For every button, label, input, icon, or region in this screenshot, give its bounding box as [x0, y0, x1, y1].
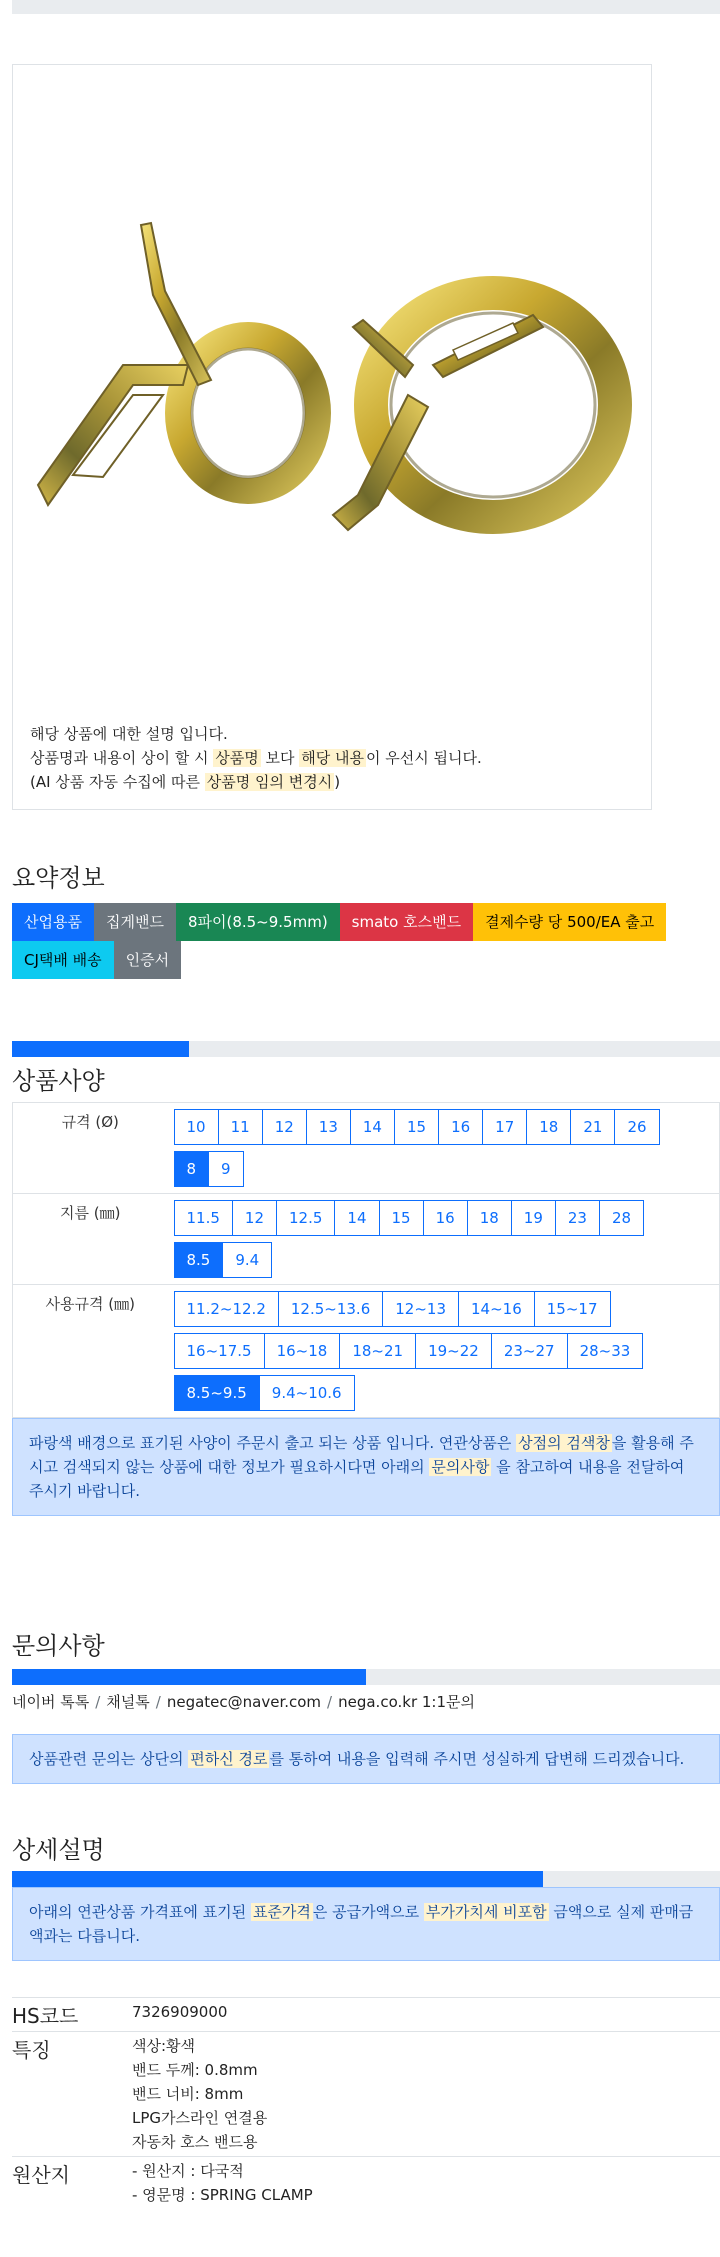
spec-option[interactable]: 18: [526, 1109, 571, 1145]
desc-line-2: [30, 746, 482, 770]
desc-text: 상품명과 내용이 상이 할 시: [30, 749, 214, 767]
notice-text: 은 공급가액으로: [312, 1903, 424, 1921]
summary-badge: CJ택배 배송: [12, 941, 114, 979]
spec-option[interactable]: 26: [614, 1109, 659, 1145]
separator: /: [95, 1693, 101, 1711]
summary-badge: 8파이(8.5~9.5mm): [176, 903, 340, 941]
spec-option[interactable]: 23~27: [491, 1333, 568, 1369]
spec-option[interactable]: 15: [394, 1109, 439, 1145]
info-value: - 원산지 : 다국적: [132, 2162, 244, 2180]
spec-option[interactable]: 19: [511, 1200, 556, 1236]
desc-line-3: [30, 770, 482, 794]
link-naver-talk[interactable]: 네이버 톡톡: [12, 1693, 90, 1711]
spec-option[interactable]: 19~22: [415, 1333, 492, 1369]
spec-option[interactable]: 12~13: [382, 1291, 459, 1327]
link-one-on-one[interactable]: nega.co.kr 1:1문의: [338, 1693, 475, 1711]
desc-text: 보다: [260, 749, 300, 767]
spec-row: [13, 1194, 720, 1285]
notice-text: 상품관련 문의는 상단의: [29, 1750, 189, 1768]
highlight-route: 편하신 경로: [190, 1750, 268, 1768]
info-value: LPG가스라인 연결용: [132, 2109, 268, 2127]
spec-option[interactable]: 12.5~13.6: [278, 1291, 383, 1327]
notice-text: 아래의 연관상품 가격표에 표기된: [29, 1903, 251, 1921]
spec-option[interactable]: 14: [334, 1200, 379, 1236]
spec-option[interactable]: 13: [306, 1109, 351, 1145]
info-row: [12, 2157, 720, 2210]
detail-progress-fill: [12, 1871, 543, 1887]
spec-option[interactable]: 28: [599, 1200, 644, 1236]
info-row: [12, 1998, 720, 2032]
spec-option[interactable]: 11.2~12.2: [174, 1291, 279, 1327]
spec-title: 상품사양: [12, 1067, 105, 1095]
spec-table: [12, 1102, 720, 1418]
spec-row: [13, 1285, 720, 1418]
info-row: [12, 2032, 720, 2157]
spec-option[interactable]: 16: [438, 1109, 483, 1145]
spec-option[interactable]: 9.4: [222, 1242, 272, 1278]
spec-option[interactable]: 21: [570, 1109, 615, 1145]
spec-option[interactable]: 11.5: [174, 1200, 233, 1236]
spec-option-line: [174, 1109, 714, 1145]
spec-options: [168, 1103, 720, 1194]
spec-label: 규격 (Ø): [13, 1103, 168, 1194]
spec-option[interactable]: 11: [218, 1109, 263, 1145]
spec-progress-fill: [12, 1041, 189, 1057]
spec-option[interactable]: 18~21: [339, 1333, 416, 1369]
spec-option-line: [174, 1375, 714, 1411]
product-card: [12, 64, 652, 810]
highlight-standard-price: 표준가격: [252, 1903, 311, 1921]
spec-option[interactable]: 16~17.5: [174, 1333, 265, 1369]
spec-label: 사용규격 (㎜): [13, 1285, 168, 1418]
spec-option-line: [174, 1333, 714, 1369]
summary-badges: [12, 903, 720, 979]
product-image: [13, 65, 653, 625]
summary-badge: 인증서: [114, 941, 181, 979]
spec-option[interactable]: 28~33: [567, 1333, 644, 1369]
summary-badge: 집게밴드: [94, 903, 176, 941]
detail-title: 상세설명: [12, 1836, 105, 1864]
link-email[interactable]: negatec@naver.com: [166, 1693, 322, 1711]
inquiry-title: 문의사항: [12, 1632, 105, 1660]
info-value: - 영문명 : SPRING CLAMP: [132, 2186, 313, 2204]
highlight-vat: 부가가치세 비포함: [425, 1903, 547, 1921]
spec-option[interactable]: 10: [174, 1109, 219, 1145]
spec-option[interactable]: 12: [232, 1200, 277, 1236]
spec-options: [168, 1194, 720, 1285]
info-values: [132, 2157, 720, 2210]
spec-option[interactable]: 9: [208, 1151, 244, 1187]
notice-text: 을 활용해 주시고 검색되지 않는 상품에 대한 정보가 필요하시다면 아래의: [29, 1434, 694, 1476]
notice-text: 을 참고하여 내용을 전달하여 주시기 바랍니다.: [29, 1458, 685, 1500]
spec-notice: [12, 1418, 720, 1516]
separator: /: [327, 1693, 333, 1711]
spec-option[interactable]: 15~17: [534, 1291, 611, 1327]
spec-label: 지름 (㎜): [13, 1194, 168, 1285]
summary-badge: 산업용품: [12, 903, 94, 941]
desc-line-1: 해당 상품에 대한 설명 입니다.: [30, 725, 228, 743]
spec-option[interactable]: 16~18: [264, 1333, 341, 1369]
inquiry-progress-fill: [12, 1669, 366, 1685]
spec-option-line: [174, 1200, 714, 1236]
spec-option-selected[interactable]: 8.5: [174, 1242, 224, 1278]
info-value: 자동차 호스 밴드용: [132, 2133, 258, 2151]
spec-option-line: [174, 1291, 714, 1327]
spec-option-line: [174, 1151, 714, 1187]
spec-option-selected[interactable]: 8: [174, 1151, 210, 1187]
desc-text: (AI 상품 자동 수집에 따른: [30, 773, 205, 791]
inquiry-notice: [12, 1734, 720, 1784]
highlight-inquiry: 문의사항: [431, 1458, 490, 1476]
highlight-product-name: 상품명: [215, 749, 259, 767]
spec-option[interactable]: 16: [423, 1200, 468, 1236]
spec-progress-bar: [12, 1041, 720, 1057]
link-channel-talk[interactable]: 채널톡: [106, 1693, 150, 1711]
spec-option[interactable]: 17: [482, 1109, 527, 1145]
info-value: 밴드 두께: 0.8mm: [132, 2061, 258, 2079]
info-values: [132, 2032, 720, 2157]
summary-badge: 결제수량 당 500/EA 출고: [473, 903, 666, 941]
spec-options: [168, 1285, 720, 1418]
inquiry-progress-bar: [12, 1669, 720, 1685]
summary-title: 요약정보: [12, 864, 105, 892]
detail-info-table: [12, 1997, 720, 2209]
spec-option[interactable]: 14: [350, 1109, 395, 1145]
info-key: 특징: [12, 2032, 132, 2157]
notice-text: 금액으로 실제 판매금액과는 다릅니다.: [29, 1903, 694, 1945]
notice-text: 를 통하여 내용을 입력해 주시면 성실하게 답변해 드리겠습니다.: [269, 1750, 685, 1768]
spec-row: [13, 1103, 720, 1194]
detail-progress-bar: [12, 1871, 720, 1887]
info-value: 밴드 너비: 8mm: [132, 2085, 244, 2103]
highlight-content: 해당 내용: [301, 749, 364, 767]
info-value: 색상:황색: [132, 2037, 196, 2055]
spec-option-selected[interactable]: 8.5~9.5: [174, 1375, 260, 1411]
detail-notice: [12, 1887, 720, 1961]
large-clamp: [333, 293, 615, 530]
spec-option-line: [174, 1242, 714, 1278]
highlight-search: 상점의 검색창: [518, 1434, 610, 1452]
info-key: 원산지: [12, 2157, 132, 2210]
separator: /: [155, 1693, 161, 1711]
spec-option[interactable]: 12.5: [276, 1200, 335, 1236]
desc-text: 이 우선시 됩니다.: [365, 749, 482, 767]
spec-option[interactable]: 18: [467, 1200, 512, 1236]
notice-text: 파랑색 배경으로 표기된 사양이 주문시 출고 되는 상품 입니다. 연관상품은: [29, 1434, 517, 1452]
spec-option[interactable]: 12: [262, 1109, 307, 1145]
highlight-name-change: 상품명 임의 변경시: [206, 773, 333, 791]
info-values: [132, 1998, 720, 2032]
summary-badge: smato 호스밴드: [340, 903, 473, 941]
small-clamp: [38, 223, 318, 505]
info-key: HS코드: [12, 1998, 132, 2032]
desc-text: ): [334, 773, 341, 791]
top-bar: [12, 0, 720, 14]
spec-option[interactable]: 14~16: [458, 1291, 535, 1327]
spec-option[interactable]: 9.4~10.6: [259, 1375, 355, 1411]
product-description: [30, 722, 482, 794]
spec-option[interactable]: 15: [379, 1200, 424, 1236]
spec-option[interactable]: 23: [555, 1200, 600, 1236]
info-value: 7326909000: [132, 2003, 228, 2021]
inquiry-links: [12, 1691, 708, 1712]
